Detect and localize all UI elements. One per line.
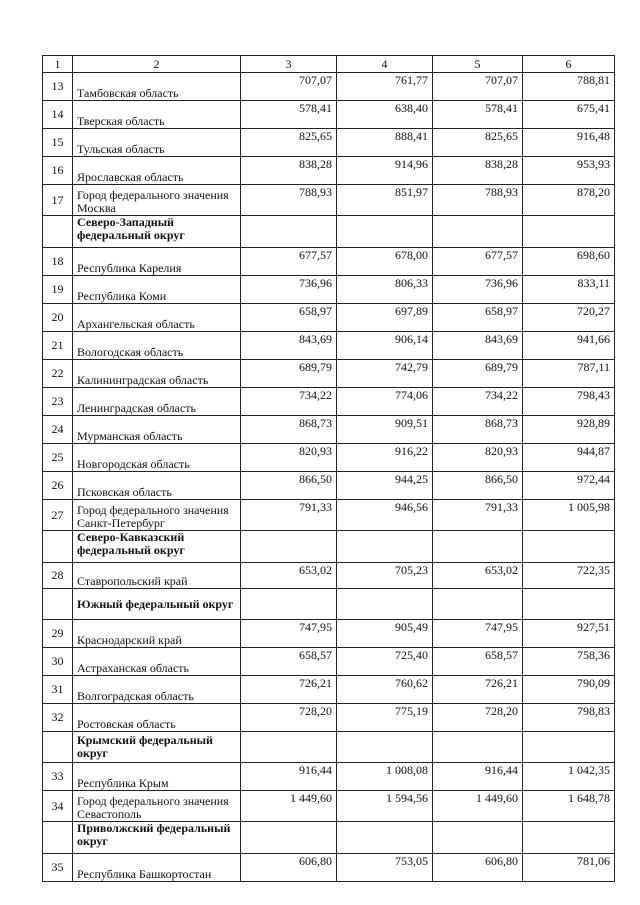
column-header: 3	[241, 56, 337, 73]
value-cell-col-5: 1 449,60	[433, 791, 523, 822]
value-cell-col-3: 653,02	[241, 563, 337, 589]
value-cell-col-4: 946,56	[337, 500, 433, 531]
empty-value-cell	[241, 589, 337, 620]
table-row	[43, 185, 615, 216]
empty-value-cell	[337, 822, 433, 854]
value-cell-col-3: 866,50	[241, 472, 337, 500]
value-cell-col-5: 838,28	[433, 157, 523, 185]
value-cell-col-4: 761,77	[337, 73, 433, 101]
value-cell-col-6: 1 648,78	[523, 791, 615, 822]
empty-value-cell	[337, 732, 433, 763]
region-name-cell: Ярославская область	[73, 157, 241, 185]
row-number-cell: 21	[43, 332, 73, 360]
region-name-cell: Астраханская область	[73, 648, 241, 676]
region-name-cell: Республика Карелия	[73, 248, 241, 276]
value-cell-col-5: 728,20	[433, 704, 523, 732]
value-cell-col-6: 787,11	[523, 360, 615, 388]
row-number-cell: 18	[43, 248, 73, 276]
row-number-cell: 31	[43, 676, 73, 704]
value-cell-col-5: 825,65	[433, 129, 523, 157]
value-cell-col-3: 820,93	[241, 444, 337, 472]
region-name-cell: Тамбовская область	[73, 73, 241, 101]
value-cell-col-4: 638,40	[337, 101, 433, 129]
empty-value-cell	[523, 531, 615, 563]
value-cell-col-6: 698,60	[523, 248, 615, 276]
table-row	[43, 620, 615, 648]
table-row	[43, 416, 615, 444]
region-name-cell: Город федерального значения Санкт-Петербург	[73, 500, 241, 531]
value-cell-col-5: 788,93	[433, 185, 523, 216]
table-row	[43, 388, 615, 416]
column-header: 1	[43, 56, 73, 73]
value-cell-col-6: 758,36	[523, 648, 615, 676]
value-cell-col-4: 1 008,08	[337, 763, 433, 791]
row-number-cell: 26	[43, 472, 73, 500]
value-cell-col-6: 927,51	[523, 620, 615, 648]
value-cell-col-4: 774,06	[337, 388, 433, 416]
federal-district-heading: Приволжский федеральный округ	[73, 822, 241, 854]
empty-value-cell	[337, 589, 433, 620]
empty-value-cell	[433, 822, 523, 854]
row-number-cell: 28	[43, 563, 73, 589]
row-number-cell: 16	[43, 157, 73, 185]
column-header: 5	[433, 56, 523, 73]
rates-table	[42, 55, 615, 882]
value-cell-col-3: 658,57	[241, 648, 337, 676]
row-number-cell: 23	[43, 388, 73, 416]
value-cell-col-6: 788,81	[523, 73, 615, 101]
column-header: 6	[523, 56, 615, 73]
value-cell-col-4: 742,79	[337, 360, 433, 388]
region-name-cell: Псковская область	[73, 472, 241, 500]
value-cell-col-3: 734,22	[241, 388, 337, 416]
row-number-cell: 13	[43, 73, 73, 101]
row-number-cell	[43, 531, 73, 563]
section-row	[43, 732, 615, 763]
region-name-cell: Республика Коми	[73, 276, 241, 304]
value-cell-col-6: 722,35	[523, 563, 615, 589]
empty-value-cell	[241, 216, 337, 248]
value-cell-col-6: 790,09	[523, 676, 615, 704]
column-number-header-row	[43, 56, 615, 73]
region-name-cell: Мурманская область	[73, 416, 241, 444]
value-cell-col-4: 1 594,56	[337, 791, 433, 822]
value-cell-col-5: 689,79	[433, 360, 523, 388]
empty-value-cell	[433, 732, 523, 763]
value-cell-col-4: 705,23	[337, 563, 433, 589]
value-cell-col-6: 720,27	[523, 304, 615, 332]
table-row	[43, 101, 615, 129]
row-number-cell	[43, 216, 73, 248]
value-cell-col-3: 658,97	[241, 304, 337, 332]
row-number-cell: 32	[43, 704, 73, 732]
value-cell-col-3: 791,33	[241, 500, 337, 531]
empty-value-cell	[337, 216, 433, 248]
region-name-cell: Республика Крым	[73, 763, 241, 791]
row-number-cell: 17	[43, 185, 73, 216]
section-row	[43, 531, 615, 563]
value-cell-col-6: 878,20	[523, 185, 615, 216]
region-name-cell: Калининградская область	[73, 360, 241, 388]
value-cell-col-3: 788,93	[241, 185, 337, 216]
value-cell-col-3: 747,95	[241, 620, 337, 648]
value-cell-col-5: 578,41	[433, 101, 523, 129]
value-cell-col-3: 677,57	[241, 248, 337, 276]
value-cell-col-4: 916,22	[337, 444, 433, 472]
table-row	[43, 676, 615, 704]
table-row	[43, 332, 615, 360]
table-row	[43, 791, 615, 822]
table-row	[43, 248, 615, 276]
value-cell-col-5: 747,95	[433, 620, 523, 648]
value-cell-col-4: 678,00	[337, 248, 433, 276]
value-cell-col-3: 728,20	[241, 704, 337, 732]
value-cell-col-3: 843,69	[241, 332, 337, 360]
empty-value-cell	[523, 589, 615, 620]
value-cell-col-4: 775,19	[337, 704, 433, 732]
region-name-cell: Ленинградская область	[73, 388, 241, 416]
table-row	[43, 500, 615, 531]
region-name-cell: Республика Башкортостан	[73, 854, 241, 882]
empty-value-cell	[433, 531, 523, 563]
value-cell-col-3: 726,21	[241, 676, 337, 704]
value-cell-col-6: 944,87	[523, 444, 615, 472]
value-cell-col-5: 653,02	[433, 563, 523, 589]
section-row	[43, 216, 615, 248]
value-cell-col-5: 677,57	[433, 248, 523, 276]
value-cell-col-6: 1 005,98	[523, 500, 615, 531]
empty-value-cell	[241, 822, 337, 854]
table-row	[43, 73, 615, 101]
value-cell-col-3: 736,96	[241, 276, 337, 304]
row-number-cell: 14	[43, 101, 73, 129]
value-cell-col-5: 707,07	[433, 73, 523, 101]
federal-district-heading: Северо-Кавказский федеральный округ	[73, 531, 241, 563]
value-cell-col-6: 781,06	[523, 854, 615, 882]
value-cell-col-5: 866,50	[433, 472, 523, 500]
region-name-cell: Тверская область	[73, 101, 241, 129]
row-number-cell: 20	[43, 304, 73, 332]
value-cell-col-6: 941,66	[523, 332, 615, 360]
value-cell-col-4: 905,49	[337, 620, 433, 648]
table-row	[43, 648, 615, 676]
table-body	[43, 73, 615, 882]
empty-value-cell	[523, 822, 615, 854]
value-cell-col-4: 760,62	[337, 676, 433, 704]
table-row	[43, 704, 615, 732]
table-row	[43, 472, 615, 500]
value-cell-col-5: 916,44	[433, 763, 523, 791]
value-cell-col-5: 658,97	[433, 304, 523, 332]
table-row	[43, 854, 615, 882]
table-row	[43, 444, 615, 472]
value-cell-col-6: 1 042,35	[523, 763, 615, 791]
empty-value-cell	[241, 531, 337, 563]
value-cell-col-6: 675,41	[523, 101, 615, 129]
row-number-cell: 33	[43, 763, 73, 791]
empty-value-cell	[433, 589, 523, 620]
value-cell-col-5: 726,21	[433, 676, 523, 704]
value-cell-col-3: 916,44	[241, 763, 337, 791]
section-row	[43, 822, 615, 854]
value-cell-col-4: 806,33	[337, 276, 433, 304]
region-name-cell: Ростовская область	[73, 704, 241, 732]
value-cell-col-3: 707,07	[241, 73, 337, 101]
empty-value-cell	[523, 732, 615, 763]
region-name-cell: Ставропольский край	[73, 563, 241, 589]
federal-district-heading: Северо-Западный федеральный округ	[73, 216, 241, 248]
row-number-cell: 25	[43, 444, 73, 472]
value-cell-col-5: 606,80	[433, 854, 523, 882]
region-name-cell: Тульская область	[73, 129, 241, 157]
value-cell-col-3: 689,79	[241, 360, 337, 388]
empty-value-cell	[523, 216, 615, 248]
value-cell-col-6: 972,44	[523, 472, 615, 500]
value-cell-col-5: 868,73	[433, 416, 523, 444]
row-number-cell: 34	[43, 791, 73, 822]
federal-district-heading: Крымский федеральный округ	[73, 732, 241, 763]
value-cell-col-5: 791,33	[433, 500, 523, 531]
region-name-cell: Архангельская область	[73, 304, 241, 332]
value-cell-col-6: 833,11	[523, 276, 615, 304]
table-row	[43, 763, 615, 791]
value-cell-col-3: 578,41	[241, 101, 337, 129]
value-cell-col-4: 851,97	[337, 185, 433, 216]
table-row	[43, 276, 615, 304]
value-cell-col-3: 606,80	[241, 854, 337, 882]
table-row	[43, 360, 615, 388]
empty-value-cell	[433, 216, 523, 248]
region-name-cell: Город федерального значения Севастополь	[73, 791, 241, 822]
value-cell-col-4: 697,89	[337, 304, 433, 332]
row-number-cell: 22	[43, 360, 73, 388]
row-number-cell	[43, 822, 73, 854]
row-number-cell	[43, 732, 73, 763]
value-cell-col-4: 725,40	[337, 648, 433, 676]
value-cell-col-3: 868,73	[241, 416, 337, 444]
value-cell-col-5: 736,96	[433, 276, 523, 304]
value-cell-col-6: 916,48	[523, 129, 615, 157]
value-cell-col-3: 1 449,60	[241, 791, 337, 822]
value-cell-col-5: 734,22	[433, 388, 523, 416]
region-name-cell: Волгоградская область	[73, 676, 241, 704]
federal-district-heading: Южный федеральный округ	[73, 589, 241, 620]
table-row	[43, 129, 615, 157]
region-name-cell: Краснодарский край	[73, 620, 241, 648]
region-name-cell: Новгородская область	[73, 444, 241, 472]
empty-value-cell	[241, 732, 337, 763]
row-number-cell: 35	[43, 854, 73, 882]
region-name-cell: Вологодская область	[73, 332, 241, 360]
value-cell-col-3: 838,28	[241, 157, 337, 185]
value-cell-col-4: 909,51	[337, 416, 433, 444]
row-number-cell: 15	[43, 129, 73, 157]
column-header: 4	[337, 56, 433, 73]
value-cell-col-4: 914,96	[337, 157, 433, 185]
value-cell-col-3: 825,65	[241, 129, 337, 157]
row-number-cell	[43, 589, 73, 620]
row-number-cell: 27	[43, 500, 73, 531]
value-cell-col-6: 798,43	[523, 388, 615, 416]
table-row	[43, 157, 615, 185]
row-number-cell: 24	[43, 416, 73, 444]
value-cell-col-5: 658,57	[433, 648, 523, 676]
value-cell-col-4: 906,14	[337, 332, 433, 360]
empty-value-cell	[337, 531, 433, 563]
value-cell-col-6: 953,93	[523, 157, 615, 185]
row-number-cell: 30	[43, 648, 73, 676]
column-header: 2	[73, 56, 241, 73]
value-cell-col-4: 753,05	[337, 854, 433, 882]
section-row	[43, 589, 615, 620]
value-cell-col-6: 798,83	[523, 704, 615, 732]
value-cell-col-5: 843,69	[433, 332, 523, 360]
row-number-cell: 29	[43, 620, 73, 648]
table-row	[43, 304, 615, 332]
value-cell-col-6: 928,89	[523, 416, 615, 444]
table-row	[43, 563, 615, 589]
value-cell-col-5: 820,93	[433, 444, 523, 472]
region-name-cell: Город федерального значения Москва	[73, 185, 241, 216]
value-cell-col-4: 888,41	[337, 129, 433, 157]
value-cell-col-4: 944,25	[337, 472, 433, 500]
row-number-cell: 19	[43, 276, 73, 304]
